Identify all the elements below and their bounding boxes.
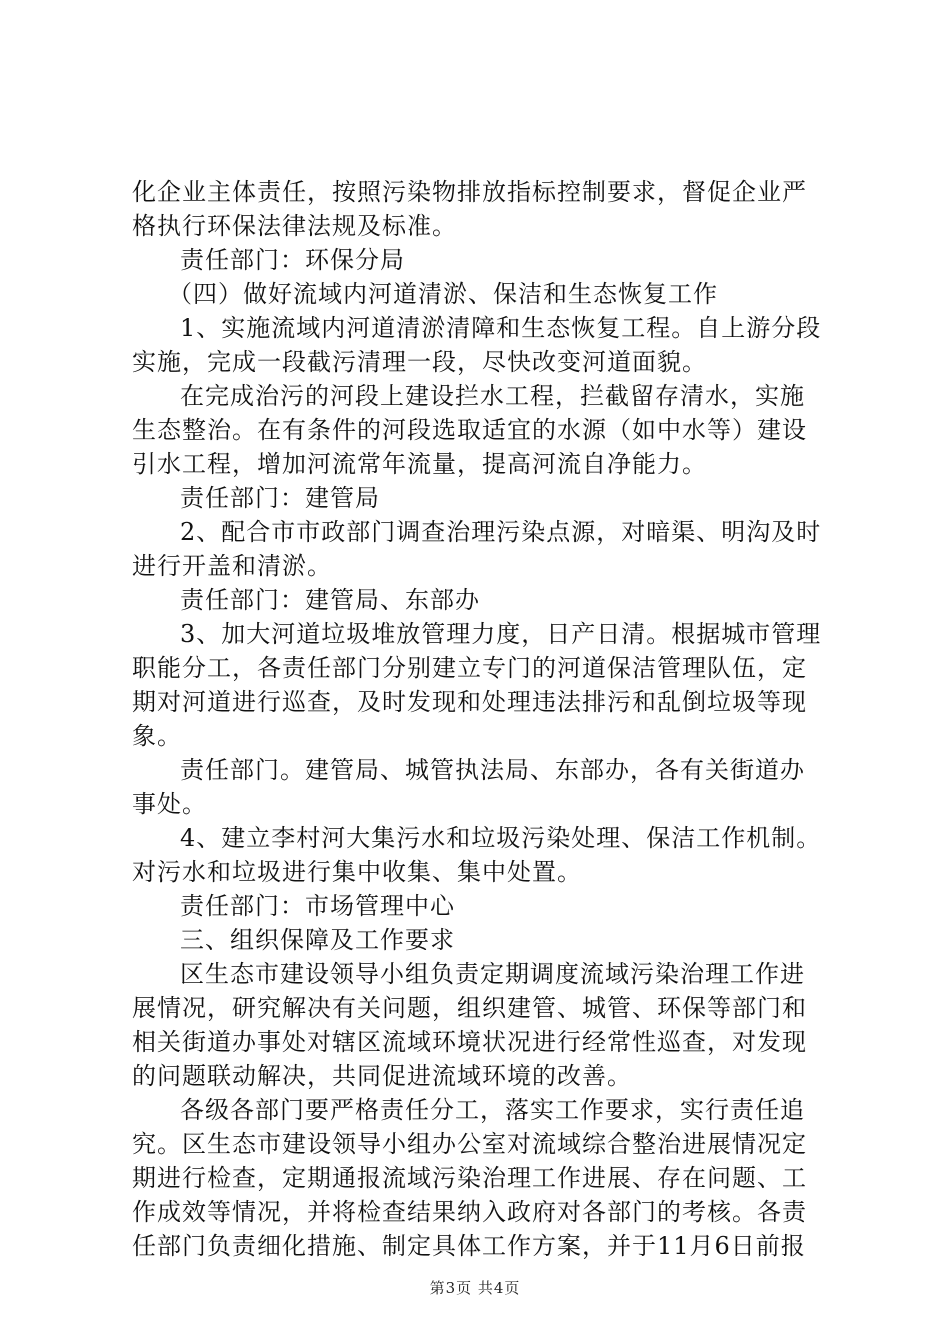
body-line: 究。区生态市建设领导小组办公室对流域综合整治进展情况定	[132, 1130, 807, 1158]
body-line: 3、加大河道垃圾堆放管理力度，日产日清。根据城市管理	[180, 620, 822, 648]
body-line: 区生态市建设领导小组负责定期调度流域污染治理工作进	[180, 960, 805, 988]
responsible-dept-line: 责任部门：环保分局	[180, 246, 405, 274]
body-line: 职能分工，各责任部门分别建立专门的河道保洁管理队伍，定	[132, 654, 807, 682]
body-line: 事处。	[132, 790, 207, 818]
body-line: 各级各部门要严格责任分工，落实工作要求，实行责任追	[180, 1096, 805, 1124]
body-line: 格执行环保法律法规及标准。	[132, 212, 457, 240]
body-line: 任部门负责细化措施、制定具体工作方案，并于11月6日前报	[132, 1232, 806, 1260]
responsible-dept-line: 责任部门：市场管理中心	[180, 892, 455, 920]
document-body	[132, 175, 832, 1263]
body-line: 相关街道办事处对辖区流域环境状况进行经常性巡查，对发现	[132, 1028, 807, 1056]
page-number-footer: 第3页 共4页	[429, 1279, 521, 1297]
section-heading: （四）做好流域内河道清淤、保洁和生态恢复工作	[168, 280, 718, 308]
responsible-dept-line: 责任部门：建管局、东部办	[180, 586, 480, 614]
body-line: 对污水和垃圾进行集中收集、集中处置。	[132, 858, 582, 886]
body-line: 期进行检查，定期通报流域污染治理工作进展、存在问题、工	[132, 1164, 807, 1192]
responsible-dept-line: 责任部门。建管局、城管执法局、东部办，各有关街道办	[180, 756, 805, 784]
body-line: 2、配合市市政部门调查治理污染点源，对暗渠、明沟及时	[180, 518, 822, 546]
body-line: 象。	[132, 722, 182, 750]
body-line: 作成效等情况，并将检查结果纳入政府对各部门的考核。各责	[132, 1198, 807, 1226]
body-line: 4、建立李村河大集污水和垃圾污染处理、保洁工作机制。	[180, 824, 822, 852]
body-line: 实施，完成一段截污清理一段，尽快改变河道面貌。	[132, 348, 707, 376]
body-line: 生态整治。在有条件的河段选取适宜的水源（如中水等）建设	[132, 416, 807, 444]
body-line: 引水工程，增加河流常年流量，提高河流自净能力。	[132, 450, 707, 478]
section-heading: 三、组织保障及工作要求	[180, 926, 455, 954]
body-line: 展情况，研究解决有关问题，组织建管、城管、环保等部门和	[132, 994, 807, 1022]
body-line: 1、实施流域内河道清淤清障和生态恢复工程。自上游分段	[180, 314, 822, 342]
body-line: 的问题联动解决，共同促进流域环境的改善。	[132, 1062, 632, 1090]
body-line: 化企业主体责任，按照污染物排放指标控制要求，督促企业严	[132, 178, 807, 206]
responsible-dept-line: 责任部门：建管局	[180, 484, 380, 512]
body-line: 在完成治污的河段上建设拦水工程，拦截留存清水，实施	[180, 382, 805, 410]
body-line: 期对河道进行巡查，及时发现和处理违法排污和乱倒垃圾等现	[132, 688, 807, 716]
body-line: 进行开盖和清淤。	[132, 552, 332, 580]
